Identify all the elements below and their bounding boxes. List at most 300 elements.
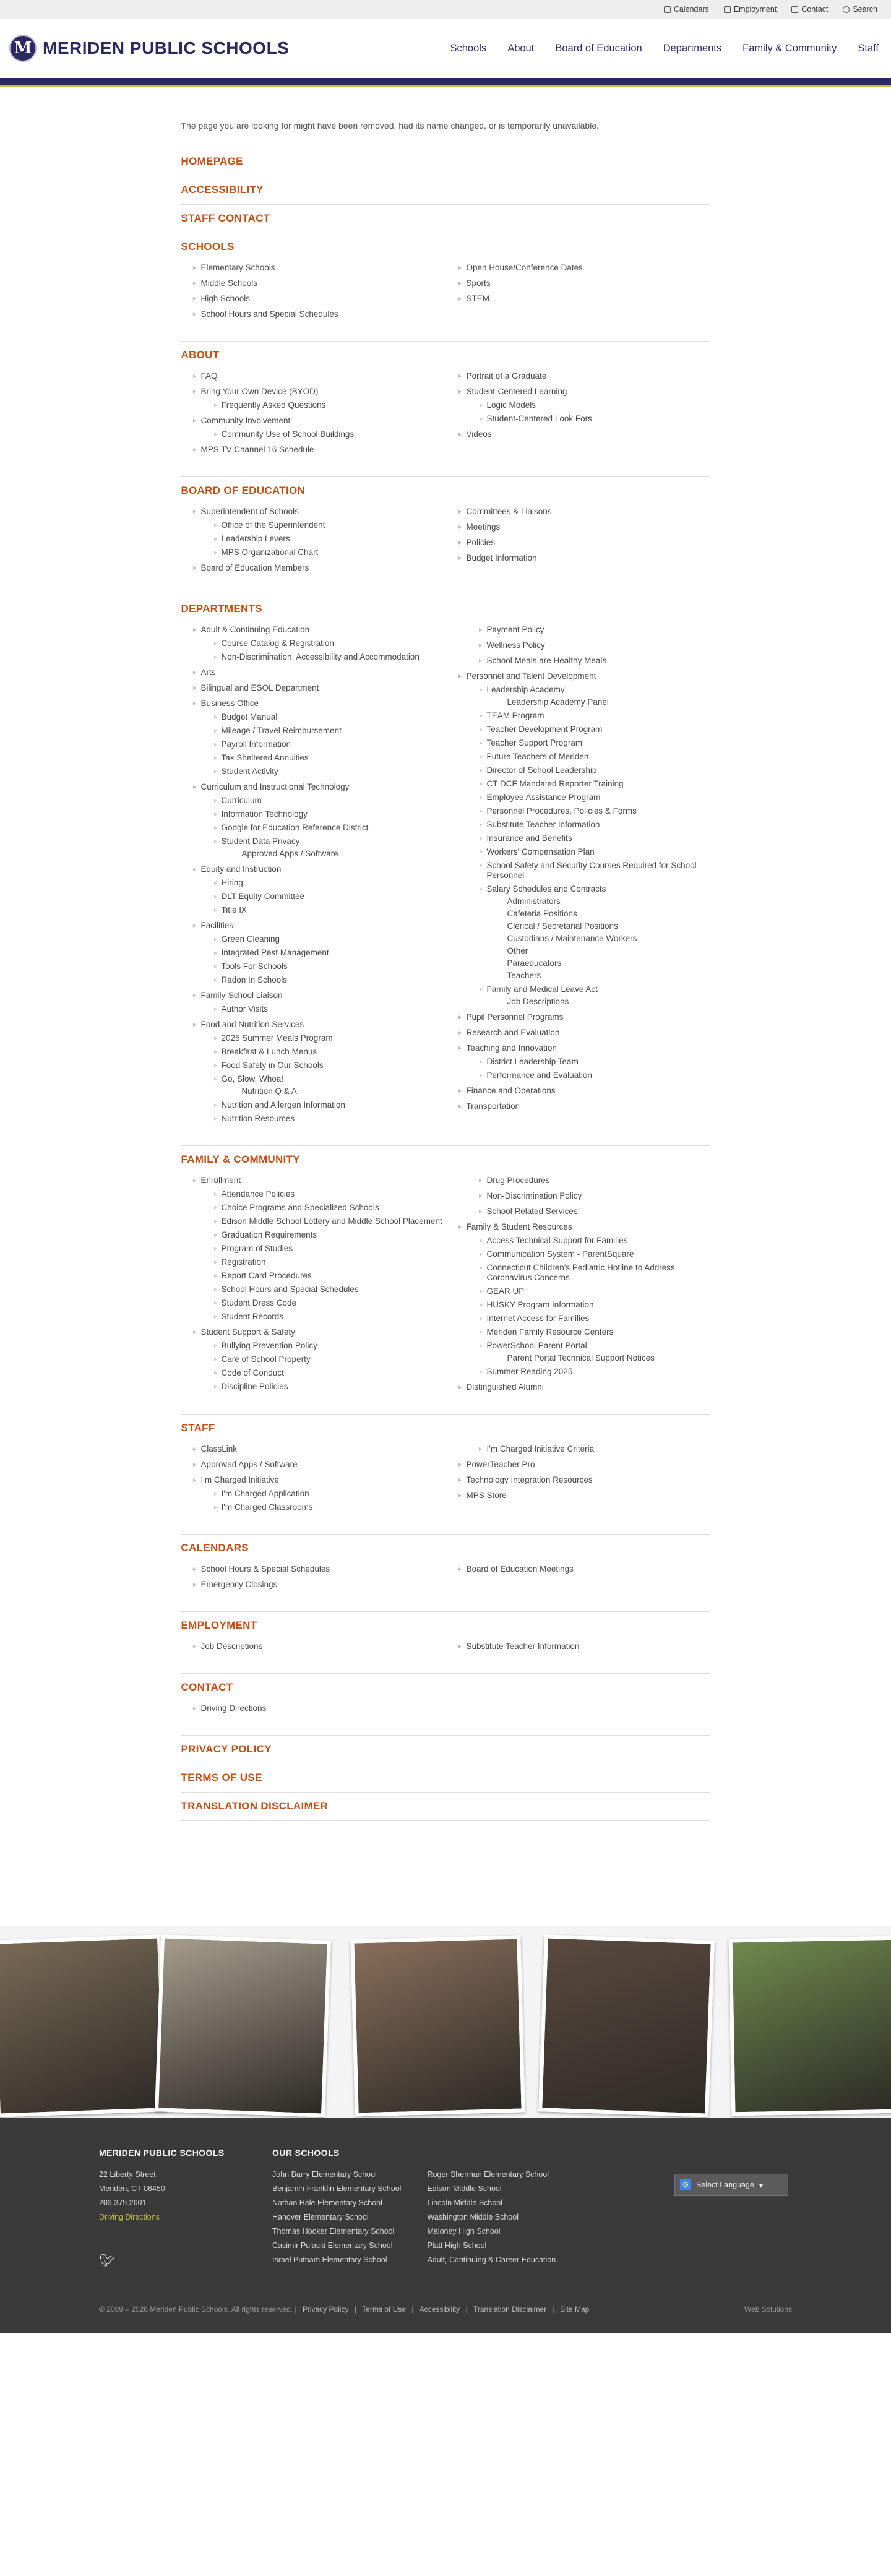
- sitemap-link-course-catalog-registration[interactable]: [222, 639, 445, 648]
- sitemap-link-office-of-the-superintendent[interactable]: [222, 520, 445, 530]
- section-title-employment[interactable]: EMPLOYMENT: [181, 1619, 257, 1631]
- sitemap-link-employee-assistance-program[interactable]: [487, 793, 710, 803]
- calendar-icon: [664, 6, 671, 13]
- sitemap-link-distinguished-alumni[interactable]: [467, 1382, 710, 1392]
- sitemap-link-high-schools[interactable]: [201, 294, 445, 304]
- sitemap-link-label: Director of School Leadership: [486, 765, 597, 775]
- utility-link-label: Employment: [733, 5, 777, 14]
- section-title-schools[interactable]: SCHOOLS: [181, 241, 235, 252]
- sitemap-link-facilities[interactable]: [201, 921, 445, 985]
- sitemap-link-school-safety-and-security-courses-required-for-school-personnel[interactable]: [487, 861, 710, 881]
- sitemap-link-dlt-equity-committee[interactable]: [222, 892, 445, 902]
- sitemap-link-salary-schedules-and-contracts[interactable]: [487, 884, 710, 981]
- sitemap-link-team-program[interactable]: [487, 711, 710, 721]
- left-column: [201, 1642, 445, 1657]
- nav-item-family-community[interactable]: Family & Community: [742, 42, 837, 54]
- sitemap-link-personnel-procedures-policies-forms[interactable]: [487, 806, 710, 816]
- sitemap-link-substitute-teacher-information[interactable]: [487, 820, 710, 830]
- footer-school-link-john-barry-elementary-school[interactable]: John Barry Elementary School: [272, 2170, 377, 2179]
- sitemap-link-mileage-travel-reimbursement[interactable]: [222, 726, 445, 736]
- footer-school-link-adult-continuing-career-education[interactable]: Adult, Continuing & Career Education: [427, 2255, 556, 2264]
- sitemap-link-food-safety-in-our-schools[interactable]: [222, 1061, 445, 1070]
- footer-school-link-nathan-hale-elementary-school[interactable]: Nathan Hale Elementary School: [272, 2199, 382, 2207]
- sitemap-link-label: Board of Education Members: [200, 563, 309, 572]
- footer-school-link-roger-sherman-elementary-school[interactable]: Roger Sherman Elementary School: [427, 2170, 549, 2179]
- sitemap-link-label: Finance and Operations: [466, 1086, 556, 1095]
- sitemap-link-finance-and-operations[interactable]: [467, 1086, 710, 1096]
- sitemap-link-label: Community Use of School Buildings: [221, 429, 355, 439]
- section-departments: [181, 595, 710, 1146]
- sitemap-link-payroll-information[interactable]: [222, 739, 445, 749]
- link-list: [487, 997, 710, 1007]
- section-staff-contact: [181, 205, 710, 233]
- sitemap-link-edison-middle-school-lottery-and-middle-school-placement[interactable]: [222, 1217, 445, 1226]
- link-list: [201, 507, 445, 573]
- sitemap-link-approved-apps-software[interactable]: [242, 849, 445, 859]
- sitemap-link-label: Custodians / Maintenance Workers: [507, 934, 637, 943]
- nav-item-about[interactable]: About: [507, 42, 535, 54]
- sitemap-link-school-related-services[interactable]: [487, 1207, 710, 1217]
- link-list: [201, 1189, 445, 1322]
- sitemap-link-job-descriptions[interactable]: [201, 1642, 445, 1652]
- sitemap-link-label: Superintendent of Schools: [200, 507, 299, 516]
- sitemap-link-administrators[interactable]: [507, 897, 710, 907]
- sitemap-link-food-and-nutrition-services[interactable]: [201, 1020, 445, 1124]
- sitemap-link-label: GEAR UP: [486, 1286, 525, 1296]
- sitemap-link-enrollment[interactable]: [201, 1176, 445, 1322]
- sitemap-link-family-student-resources[interactable]: [467, 1222, 710, 1377]
- nav-item-departments[interactable]: Departments: [663, 42, 722, 54]
- section-title-staff-contact[interactable]: STAFF CONTACT: [181, 212, 270, 224]
- section-title-accessibility[interactable]: ACCESSIBILITY: [181, 184, 264, 196]
- sitemap-link-superintendent-of-schools[interactable]: [201, 507, 445, 558]
- sitemap-link-author-visits[interactable]: [222, 1004, 445, 1014]
- footer-phone[interactable]: 203.379.2601: [99, 2199, 147, 2207]
- sitemap-link-school-meals-are-healthy-meals[interactable]: [487, 656, 710, 666]
- sitemap-link-bilingual-and-esol-department[interactable]: [201, 683, 445, 693]
- sitemap-link-google-for-education-reference-district[interactable]: [222, 823, 445, 833]
- sitemap-link-future-teachers-of-meriden[interactable]: [487, 752, 710, 762]
- section-columns: [181, 625, 710, 1129]
- footer-school-link-edison-middle-school[interactable]: Edison Middle School: [427, 2184, 502, 2193]
- sitemap-link-program-of-studies[interactable]: [222, 1244, 445, 1254]
- right-column: [467, 1176, 710, 1398]
- twitter-icon[interactable]: 🐦︎: [99, 2254, 115, 2268]
- sitemap-link-mps-store[interactable]: [467, 1491, 710, 1501]
- sitemap-link-2025-summer-meals-program[interactable]: [222, 1033, 445, 1043]
- sitemap-link-label: Family & Student Resources: [466, 1222, 572, 1231]
- sitemap-link-label: Personnel Procedures, Policies & Forms: [486, 806, 637, 816]
- sitemap-link-hiring[interactable]: [222, 878, 445, 888]
- sitemap-link-school-hours-special-schedules[interactable]: [201, 1564, 445, 1574]
- sitemap-link-discipline-policies[interactable]: [222, 1382, 445, 1392]
- sitemap-link-open-house-conference-dates[interactable]: [467, 263, 710, 273]
- sitemap-link-gear-up[interactable]: [487, 1286, 710, 1296]
- sitemap-link-breakfast-lunch-menus[interactable]: [222, 1047, 445, 1057]
- sitemap-link-nutrition-q-a[interactable]: [242, 1087, 445, 1096]
- sitemap-link-powerschool-parent-portal[interactable]: [487, 1341, 710, 1363]
- sitemap-link-label: Technology Integration Resources: [466, 1475, 593, 1484]
- sitemap-link-go-slow-whoa[interactable]: [222, 1074, 445, 1096]
- link-list: [467, 1642, 710, 1652]
- sitemap-link-label: Go, Slow, Whoa!: [221, 1074, 284, 1083]
- sitemap-link-job-descriptions[interactable]: [507, 997, 710, 1007]
- nav-item-schools[interactable]: Schools: [450, 42, 487, 54]
- sitemap-link-label: 2025 Summer Meals Program: [221, 1033, 333, 1043]
- sitemap-link-label: Mileage / Travel Reimbursement: [221, 726, 342, 735]
- sitemap-link-label: Connecticut Children's Pediatric Hotline to Address Coronavirus Concerns: [486, 1263, 675, 1282]
- sitemap-link-label: Nutrition and Allergen Information: [221, 1100, 345, 1109]
- sitemap-link-label: Radon In Schools: [221, 975, 288, 984]
- footer-contact: [99, 2148, 224, 2227]
- language-select[interactable]: [674, 2174, 788, 2196]
- sitemap-link-label: Future Teachers of Meriden: [486, 752, 589, 761]
- sitemap-link-meetings[interactable]: [467, 522, 710, 532]
- sitemap-link-label: PowerSchool Parent Portal: [486, 1341, 587, 1350]
- sitemap-link-school-hours-and-special-schedules[interactable]: [201, 309, 445, 319]
- section-title-family-community[interactable]: FAMILY & COMMUNITY: [181, 1153, 300, 1165]
- sitemap-link-adult-continuing-education[interactable]: [201, 625, 445, 662]
- utility-link-contact[interactable]: [791, 5, 828, 14]
- search-icon: [843, 6, 850, 13]
- sitemap-link-arts[interactable]: [201, 668, 445, 678]
- sitemap-link-equity-and-instruction[interactable]: [201, 864, 445, 915]
- link-list: [201, 400, 445, 410]
- sitemap-link-other[interactable]: [507, 946, 710, 956]
- footer-link-terms-of-use[interactable]: Terms of Use: [362, 2305, 406, 2314]
- right-column: [467, 507, 710, 579]
- sitemap-link-label: Frequently Asked Questions: [221, 400, 326, 410]
- footer-school-link-lincoln-middle-school[interactable]: Lincoln Middle School: [427, 2199, 503, 2207]
- sitemap-link-radon-in-schools[interactable]: [222, 975, 445, 985]
- sitemap-link-research-and-evaluation[interactable]: [467, 1028, 710, 1038]
- left-column: [201, 507, 445, 579]
- footer-school-link-israel-putnam-elementary-school[interactable]: Israel Putnam Elementary School: [272, 2255, 387, 2264]
- footer-address-line2: Meriden, CT 06450: [99, 2184, 165, 2193]
- sitemap-link-performance-and-evaluation[interactable]: [487, 1070, 710, 1080]
- sitemap-link-parent-portal-technical-support-notices[interactable]: [507, 1353, 710, 1363]
- sitemap-link-label: Distinguished Alumni: [466, 1382, 544, 1392]
- sitemap-link-label: Program of Studies: [221, 1244, 293, 1253]
- sitemap-link-committees-liaisons[interactable]: [467, 507, 710, 517]
- sitemap-link-label: Leadership Academy: [486, 685, 565, 694]
- section-title-homepage[interactable]: HOMEPAGE: [181, 155, 243, 167]
- sitemap-link-label: Committees & Liaisons: [466, 507, 552, 516]
- link-list: [201, 1704, 445, 1713]
- main-content: [181, 87, 710, 1926]
- sitemap-link-label: Meetings: [466, 522, 501, 532]
- sitemap-link-i-m-charged-initiative-criteria[interactable]: [487, 1444, 710, 1454]
- sitemap-link-label: ClassLink: [200, 1444, 238, 1454]
- footer-school-link-maloney-high-school[interactable]: Maloney High School: [427, 2227, 501, 2236]
- sitemap-link-student-support-safety[interactable]: [201, 1327, 445, 1392]
- sitemap-link-graduation-requirements[interactable]: [222, 1230, 445, 1240]
- sitemap-link-label: Choice Programs and Specialized Schools: [221, 1203, 379, 1212]
- sitemap-link-label: Driving Directions: [200, 1704, 267, 1713]
- sitemap-link-board-of-education-meetings[interactable]: [467, 1564, 710, 1574]
- sitemap-link-teacher-development-program[interactable]: [487, 725, 710, 734]
- sitemap-link-clerical-secretarial-positions[interactable]: [507, 921, 710, 931]
- left-column: [201, 1564, 445, 1595]
- footer-link-translation-disclaimer[interactable]: Translation Disclaimer: [473, 2305, 547, 2314]
- link-list: [201, 371, 445, 455]
- sitemap-link-elementary-schools[interactable]: [201, 263, 445, 273]
- site-name: MERIDEN PUBLIC SCHOOLS: [43, 38, 290, 58]
- sitemap-link-care-of-school-property[interactable]: [222, 1355, 445, 1364]
- sitemap-link-communication-system-parentsquare[interactable]: [487, 1249, 710, 1259]
- sitemap-link-label: Course Catalog & Registration: [221, 639, 334, 648]
- sitemap-link-label: STEM: [466, 294, 490, 303]
- sitemap-link-cafeteria-positions[interactable]: [507, 909, 710, 919]
- sitemap-link-driving-directions[interactable]: [201, 1704, 445, 1713]
- sitemap-link-husky-program-information[interactable]: [487, 1300, 710, 1310]
- photo-students-and-teacher: [155, 1934, 331, 2117]
- sitemap-link-middle-schools[interactable]: [201, 278, 445, 288]
- sitemap-link-label: Business Office: [200, 699, 259, 708]
- utility-link-label: Contact: [801, 5, 829, 14]
- sitemap-link-drug-procedures[interactable]: [487, 1176, 710, 1186]
- footer-school-link-benjamin-franklin-elementary-school[interactable]: Benjamin Franklin Elementary School: [272, 2184, 402, 2193]
- sitemap-link-emergency-closings[interactable]: [201, 1580, 445, 1590]
- sitemap-link-label: Student-Centered Learning: [466, 387, 567, 396]
- sitemap-link-title-ix[interactable]: [222, 905, 445, 915]
- sitemap-link-leadership-academy[interactable]: [487, 685, 710, 707]
- sitemap-link-label: Sports: [466, 278, 491, 288]
- sitemap-link-nutrition-resources[interactable]: [222, 1114, 445, 1124]
- sitemap-link-label: Portrait of a Graduate: [466, 371, 547, 381]
- link-list: [467, 371, 710, 439]
- sitemap-link-tools-for-schools[interactable]: [222, 962, 445, 971]
- sitemap-link-nutrition-and-allergen-information[interactable]: [222, 1100, 445, 1110]
- sitemap-link-transportation[interactable]: [467, 1101, 710, 1111]
- footer-driving-directions-link[interactable]: Driving Directions: [99, 2213, 160, 2221]
- sitemap-link-label: Teachers: [507, 971, 541, 980]
- sitemap-link-workers-compensation-plan[interactable]: [487, 847, 710, 857]
- sitemap-link-attendance-policies[interactable]: [222, 1189, 445, 1199]
- link-list: [467, 1176, 710, 1392]
- utility-link-label: Search: [853, 5, 877, 14]
- sitemap-link-label: Performance and Evaluation: [486, 1070, 592, 1080]
- photo-student-outdoors: [729, 1936, 891, 2116]
- sitemap-link-teachers[interactable]: [507, 971, 710, 981]
- sitemap-link-classlink[interactable]: [201, 1444, 445, 1454]
- section-columns: [181, 371, 710, 460]
- sitemap-link-ct-dcf-mandated-reporter-training[interactable]: [487, 779, 710, 789]
- utility-link-employment[interactable]: [724, 5, 777, 14]
- sitemap-link-mps-organizational-chart[interactable]: [222, 548, 445, 558]
- sitemap-link-student-centered-learning[interactable]: [467, 387, 710, 424]
- utility-link-calendars[interactable]: [664, 5, 709, 14]
- sitemap-link-label: School Hours and Special Schedules: [200, 309, 338, 319]
- sitemap-link-logic-models[interactable]: [487, 400, 710, 410]
- footer-school-link-platt-high-school[interactable]: Platt High School: [427, 2241, 487, 2250]
- sitemap-link-connecticut-children-s-pediatric-hotline-to-address-coronavirus-concerns[interactable]: [487, 1263, 710, 1283]
- sitemap-link-report-card-procedures[interactable]: [222, 1271, 445, 1281]
- sitemap-link-personnel-and-talent-development[interactable]: [467, 671, 710, 1007]
- sitemap-link-i-m-charged-initiative[interactable]: [201, 1475, 445, 1512]
- sitemap-link-district-leadership-team[interactable]: [487, 1057, 710, 1067]
- utility-link-label: Calendars: [673, 5, 709, 14]
- link-list: [201, 1489, 445, 1512]
- sitemap-link-registration[interactable]: [222, 1257, 445, 1267]
- sitemap-link-meriden-family-resource-centers[interactable]: [487, 1327, 710, 1337]
- sitemap-link-label: Arts: [200, 668, 216, 677]
- sitemap-link-leadership-levers[interactable]: [222, 534, 445, 544]
- sitemap-link-label: Student Records: [221, 1312, 284, 1321]
- sitemap-link-custodians-maintenance-workers[interactable]: [507, 934, 710, 944]
- footer-school-link-thomas-hooker-elementary-school[interactable]: Thomas Hooker Elementary School: [272, 2227, 395, 2236]
- sitemap-link-insurance-and-benefits[interactable]: [487, 834, 710, 843]
- footer-link-privacy-policy[interactable]: Privacy Policy: [302, 2305, 349, 2314]
- sitemap-link-code-of-conduct[interactable]: [222, 1368, 445, 1378]
- section-columns: [181, 1704, 710, 1719]
- section-employment: [181, 1612, 710, 1674]
- sitemap-link-internet-access-for-families[interactable]: [487, 1314, 710, 1324]
- photo-two-students: [538, 1934, 715, 2117]
- nav-item-staff[interactable]: Staff: [858, 42, 879, 54]
- footer-school-link-casimir-pulaski-elementary-school[interactable]: Casimir Pulaski Elementary School: [272, 2241, 393, 2250]
- section-title-staff[interactable]: STAFF: [181, 1422, 215, 1434]
- sitemap-link-tax-sheltered-annuities[interactable]: [222, 753, 445, 763]
- sitemap-link-student-records[interactable]: [222, 1312, 445, 1322]
- section-title-calendars[interactable]: CALENDARS: [181, 1542, 249, 1554]
- sitemap-link-director-of-school-leadership[interactable]: [487, 765, 710, 775]
- link-list: [201, 520, 445, 558]
- sitemap-link-wellness-policy[interactable]: [487, 640, 710, 650]
- sitemap-link-stem[interactable]: [467, 294, 710, 304]
- sitemap-link-student-data-privacy[interactable]: [222, 837, 445, 859]
- sitemap-link-label: Payroll Information: [221, 739, 291, 749]
- sitemap-link-green-cleaning[interactable]: [222, 934, 445, 944]
- sitemap-link-student-centered-look-fors[interactable]: [487, 414, 710, 424]
- sitemap-link-substitute-teacher-information[interactable]: [467, 1642, 710, 1652]
- sitemap-link-bring-your-own-device-byod[interactable]: [201, 387, 445, 410]
- sitemap-link-pupil-personnel-programs[interactable]: [467, 1012, 710, 1022]
- sitemap-link-frequently-asked-questions[interactable]: [222, 400, 445, 410]
- sitemap-link-student-activity[interactable]: [222, 767, 445, 777]
- sitemap-link-community-involvement[interactable]: [201, 416, 445, 439]
- sitemap-link-technology-integration-resources[interactable]: [467, 1475, 710, 1485]
- section-terms-of-use: [181, 1764, 710, 1793]
- site-logo[interactable]: [9, 35, 289, 62]
- sitemap-link-i-m-charged-classrooms[interactable]: [222, 1502, 445, 1512]
- section-title-translation-disclaimer[interactable]: TRANSLATION DISCLAIMER: [181, 1800, 329, 1812]
- sitemap-link-label: Student-Centered Look Fors: [486, 414, 592, 423]
- sitemap-link-choice-programs-and-specialized-schools[interactable]: [222, 1203, 445, 1213]
- sitemap-link-approved-apps-software[interactable]: [201, 1460, 445, 1470]
- footer-school-link-hanover-elementary-school[interactable]: Hanover Elementary School: [272, 2213, 369, 2221]
- sitemap-link-label: Tools For Schools: [221, 962, 288, 971]
- section-title-board-of-education[interactable]: BOARD OF EDUCATION: [181, 485, 306, 496]
- sitemap-link-paraeducators[interactable]: [507, 958, 710, 968]
- sitemap-link-label: Board of Education Meetings: [466, 1564, 574, 1574]
- right-column: [467, 1642, 710, 1657]
- envelope-icon: [791, 6, 798, 13]
- sitemap-link-label: I'm Charged Initiative Criteria: [486, 1444, 595, 1454]
- sitemap-link-portrait-of-a-graduate[interactable]: [467, 371, 710, 381]
- sitemap-link-label: School Meals are Healthy Meals: [486, 656, 607, 665]
- section-title-contact[interactable]: CONTACT: [181, 1681, 233, 1693]
- sitemap-link-sports[interactable]: [467, 278, 710, 288]
- utility-link-search[interactable]: [843, 5, 877, 14]
- sitemap-link-label: School Hours and Special Schedules: [221, 1285, 359, 1294]
- sitemap-link-board-of-education-members[interactable]: [201, 563, 445, 573]
- sitemap-link-teaching-and-innovation[interactable]: [467, 1043, 710, 1080]
- nav-item-board-of-education[interactable]: Board of Education: [555, 42, 642, 54]
- footer-school-link-washington-middle-school[interactable]: Washington Middle School: [427, 2213, 519, 2221]
- sitemap-link-i-m-charged-application[interactable]: [222, 1489, 445, 1499]
- sitemap-link-label: Meriden Family Resource Centers: [486, 1327, 614, 1337]
- sitemap-link-label: Policies: [466, 538, 496, 547]
- link-list: [487, 1353, 710, 1363]
- sitemap-link-label: Curriculum and Instructional Technology: [200, 782, 350, 791]
- header-divider-bar: [0, 78, 891, 87]
- sitemap-link-teacher-support-program[interactable]: [487, 738, 710, 748]
- footer-link-site-map[interactable]: Site Map: [560, 2305, 590, 2314]
- section-family-community: [181, 1146, 710, 1415]
- sitemap-link-school-hours-and-special-schedules[interactable]: [222, 1285, 445, 1294]
- sitemap-link-leadership-academy-panel[interactable]: [507, 697, 710, 707]
- section-columns: [181, 1564, 710, 1595]
- sitemap-link-label: MPS TV Channel 16 Schedule: [200, 445, 314, 454]
- sitemap-link-family-and-medical-leave-act[interactable]: [487, 984, 710, 1007]
- web-solutions-credit[interactable]: Web Solutions: [744, 2305, 792, 2314]
- sitemap-link-access-technical-support-for-families[interactable]: [487, 1236, 710, 1246]
- section-title-about[interactable]: ABOUT: [181, 349, 220, 361]
- sitemap-link-summer-reading-2025[interactable]: [487, 1367, 710, 1377]
- sitemap-link-family-school-liaison[interactable]: [201, 991, 445, 1014]
- sitemap-link-label: Green Cleaning: [221, 934, 280, 944]
- sitemap-link-business-office[interactable]: [201, 699, 445, 777]
- section-schools: [181, 233, 710, 342]
- sitemap-link-label: Registration: [221, 1257, 266, 1267]
- section-title-terms-of-use[interactable]: TERMS OF USE: [181, 1772, 262, 1783]
- sitemap-link-label: DLT Equity Committee: [221, 892, 305, 901]
- sitemap-link-information-technology[interactable]: [222, 809, 445, 819]
- sitemap-link-bullying-prevention-policy[interactable]: [222, 1341, 445, 1351]
- sitemap-link-videos[interactable]: [467, 429, 710, 439]
- sitemap-link-non-discrimination-accessibility-and-accommodation[interactable]: [222, 652, 445, 662]
- google-translate-icon: G: [680, 2179, 691, 2190]
- sitemap-link-curriculum-and-instructional-technology[interactable]: [201, 782, 445, 859]
- sitemap-link-budget-information[interactable]: [467, 553, 710, 563]
- sitemap-link-payment-policy[interactable]: [487, 625, 710, 635]
- sitemap-link-faq[interactable]: [201, 371, 445, 381]
- sitemap-link-label: Workers' Compensation Plan: [486, 847, 595, 856]
- sitemap-link-integrated-pest-management[interactable]: [222, 948, 445, 958]
- sitemap-link-label: Discipline Policies: [221, 1382, 288, 1391]
- sitemap-link-label: Job Descriptions: [200, 1642, 263, 1651]
- sitemap-link-policies[interactable]: [467, 538, 710, 548]
- link-list: [201, 878, 445, 915]
- link-list: [201, 1033, 445, 1124]
- sitemap-link-label: Logic Models: [486, 400, 536, 410]
- chevron-down-icon: ▾: [759, 2181, 764, 2190]
- sitemap-link-student-dress-code[interactable]: [222, 1298, 445, 1308]
- logo-seal-icon: M: [9, 35, 37, 62]
- sitemap-link-mps-tv-channel-16-schedule[interactable]: [201, 445, 445, 455]
- sitemap-link-budget-manual[interactable]: [222, 712, 445, 722]
- sitemap-link-community-use-of-school-buildings[interactable]: [222, 429, 445, 439]
- sitemap-link-label: FAQ: [200, 371, 218, 381]
- sitemap-link-powerteacher-pro[interactable]: [467, 1460, 710, 1470]
- section-title-privacy-policy[interactable]: PRIVACY POLICY: [181, 1743, 272, 1755]
- sitemap-link-label: Internet Access for Families: [486, 1314, 590, 1323]
- sitemap-link-curriculum[interactable]: [222, 796, 445, 806]
- sitemap-link-non-discrimination-policy[interactable]: [487, 1191, 710, 1201]
- section-title-departments[interactable]: DEPARTMENTS: [181, 603, 262, 614]
- footer-link-accessibility[interactable]: Accessibility: [419, 2305, 460, 2314]
